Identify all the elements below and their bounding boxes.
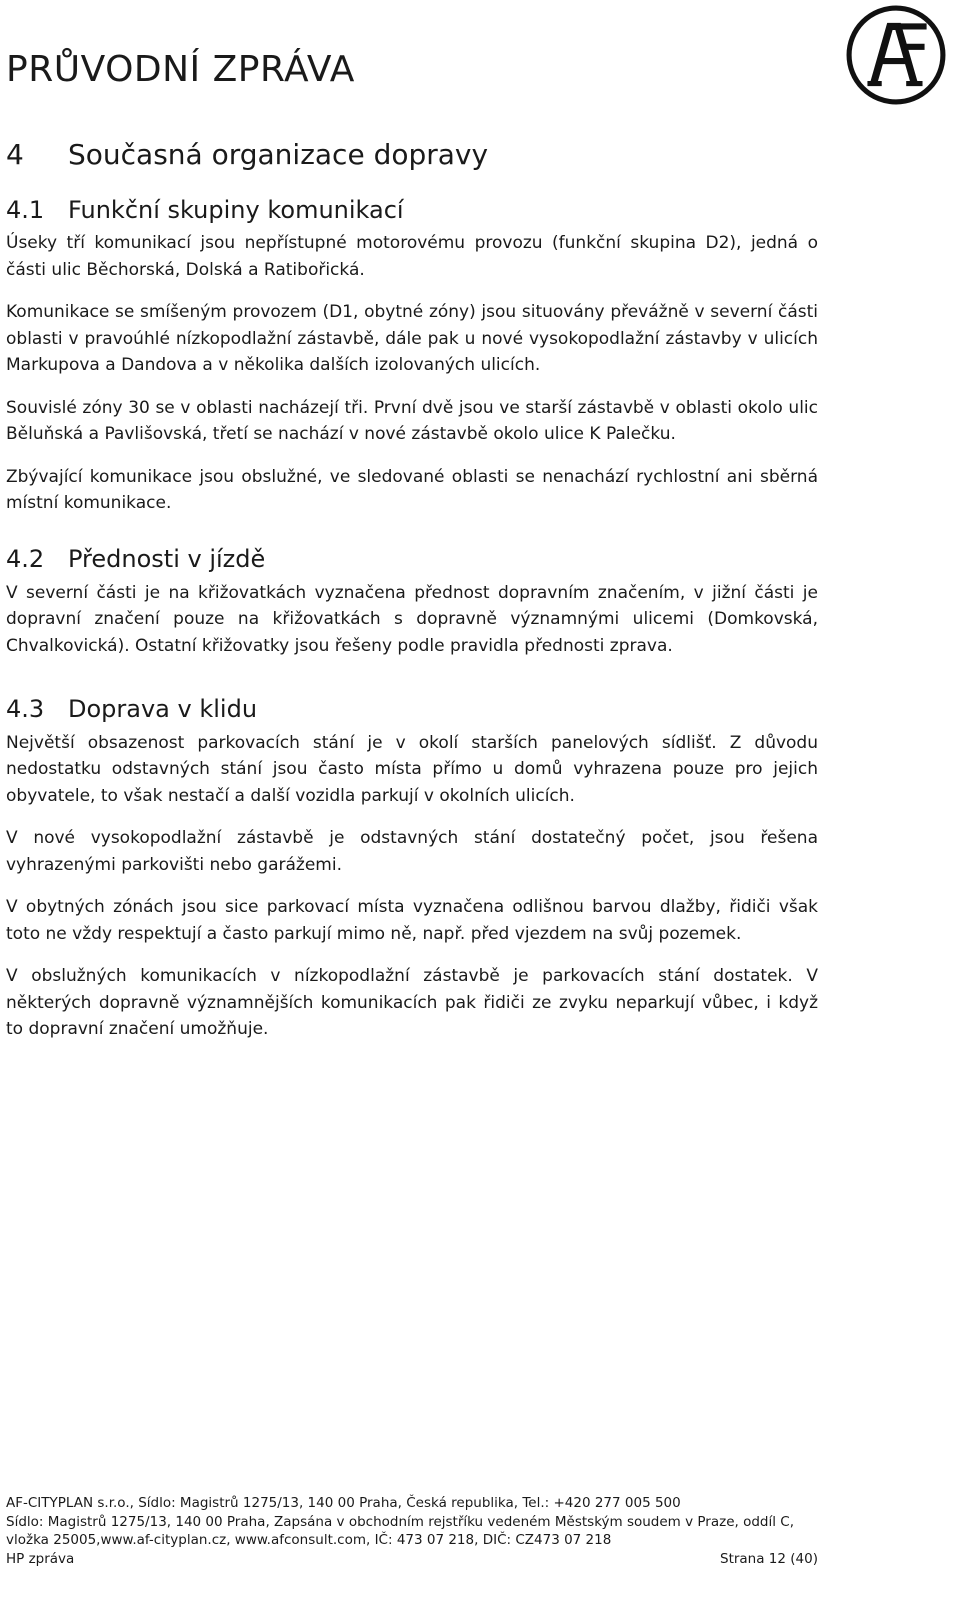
document-title: PRŮVODNÍ ZPRÁVA — [6, 49, 355, 90]
footer-registry-line: Sídlo: Magistrů 1275/13, 140 00 Praha, Zapsána v obchodním rejstříku vedeném Městským soudem v Praze, oddíl C, vložka 25005,www.af-cityplan.cz, www.afconsult.com, IČ: 473 07 218, DIČ: CZ473 07 218 — [6, 1513, 795, 1548]
chapter-number: 4 — [6, 138, 24, 171]
section-heading-4-3 — [6, 695, 818, 724]
paragraph: Největší obsazenost parkovacích stání je v okolí starších panelových sídlišť. Z důvodu nedostatku odstavných stání jsou často místa přímo u domů vyhrazena pouze pro jejich obyvatele, to však nestačí a další vozidla parkují v okolních ulicích. — [6, 732, 818, 806]
section-title: Doprava v klidu — [68, 695, 258, 724]
page-number: Strana 12 (40) — [720, 1550, 818, 1567]
paragraph: Souvislé zóny 30 se v oblasti nacházejí tři. První dvě jsou ve starší zástavbě v oblasti okolo ulic Běluňská a Pavlišovská, třetí se nachází v nové zástavbě okolo ulice K Palečku. — [6, 397, 818, 445]
section-heading-4-1 — [6, 196, 818, 225]
footer-doc-type: HP zpráva — [6, 1550, 75, 1567]
content-body — [6, 138, 818, 1059]
paragraph: V obytných zónách jsou sice parkovací místa vyznačena odlišnou barvou dlažby, řidiči však toto ne vždy respektují a často parkují mimo ně, např. před vjezdem na svůj pozemek. — [6, 897, 818, 944]
paragraph: V nové vysokopodlažní zástavbě je odstavných stání dostatečný počet, jsou řešena vyhrazenými parkovišti nebo garážemi. — [6, 828, 818, 875]
paragraph: V severní části je na křižovatkách vyznačena přednost dopravním značením, v jižní části je dopravní značení pouze na křižovatkách s dopravně významnými ulicemi (Domkovská, Chvalkovická). Ostatní křižovatky jsou řešeny podle pravidla přednosti zprava. — [6, 582, 818, 656]
paragraph: Komunikace se smíšeným provozem (D1, obytné zóny) jsou situovány převážně v severní části oblasti v pravoúhlé nízkopodlažní zástavbě, dále pak u nové vysokopodlažní zástavby v ulicích Markupova a Dandova a v několika dalších izolovaných ulicích. — [6, 302, 818, 376]
af-logo-icon — [845, 4, 947, 106]
section-title: Přednosti v jízdě — [68, 544, 266, 573]
chapter-heading — [6, 138, 818, 172]
section-heading-4-2 — [6, 545, 818, 574]
footer-bottom-row — [6, 1550, 818, 1569]
footer-company-line: AF-CITYPLAN s.r.o., Sídlo: Magistrů 1275/13, 140 00 Praha, Česká republika, Tel.: +420 277 005 500 — [6, 1495, 681, 1511]
section-number: 4.1 — [6, 195, 45, 224]
section-title: Funkční skupiny komunikací — [68, 195, 404, 224]
page-footer — [6, 1494, 818, 1568]
paragraph: V obslužných komunikacích v nízkopodlažní zástavbě je parkovacích stání dostatek. V některých dopravně významnějších komunikacích pak řidiči ze zvyku neparkují vůbec, i když to dopravní značení umožňuje. — [6, 966, 818, 1040]
section-number: 4.2 — [6, 544, 45, 573]
section-number: 4.3 — [6, 695, 45, 724]
chapter-title: Současná organizace dopravy — [68, 138, 489, 171]
paragraph: Zbývající komunikace jsou obslužné, ve sledované oblasti se nenachází rychlostní ani sběrná místní komunikace. — [6, 466, 818, 514]
paragraph: Úseky tří komunikací jsou nepřístupné motorovému provozu (funkční skupina D2), jedná o části ulic Běchorská, Dolská a Ratibořická. — [6, 233, 818, 280]
